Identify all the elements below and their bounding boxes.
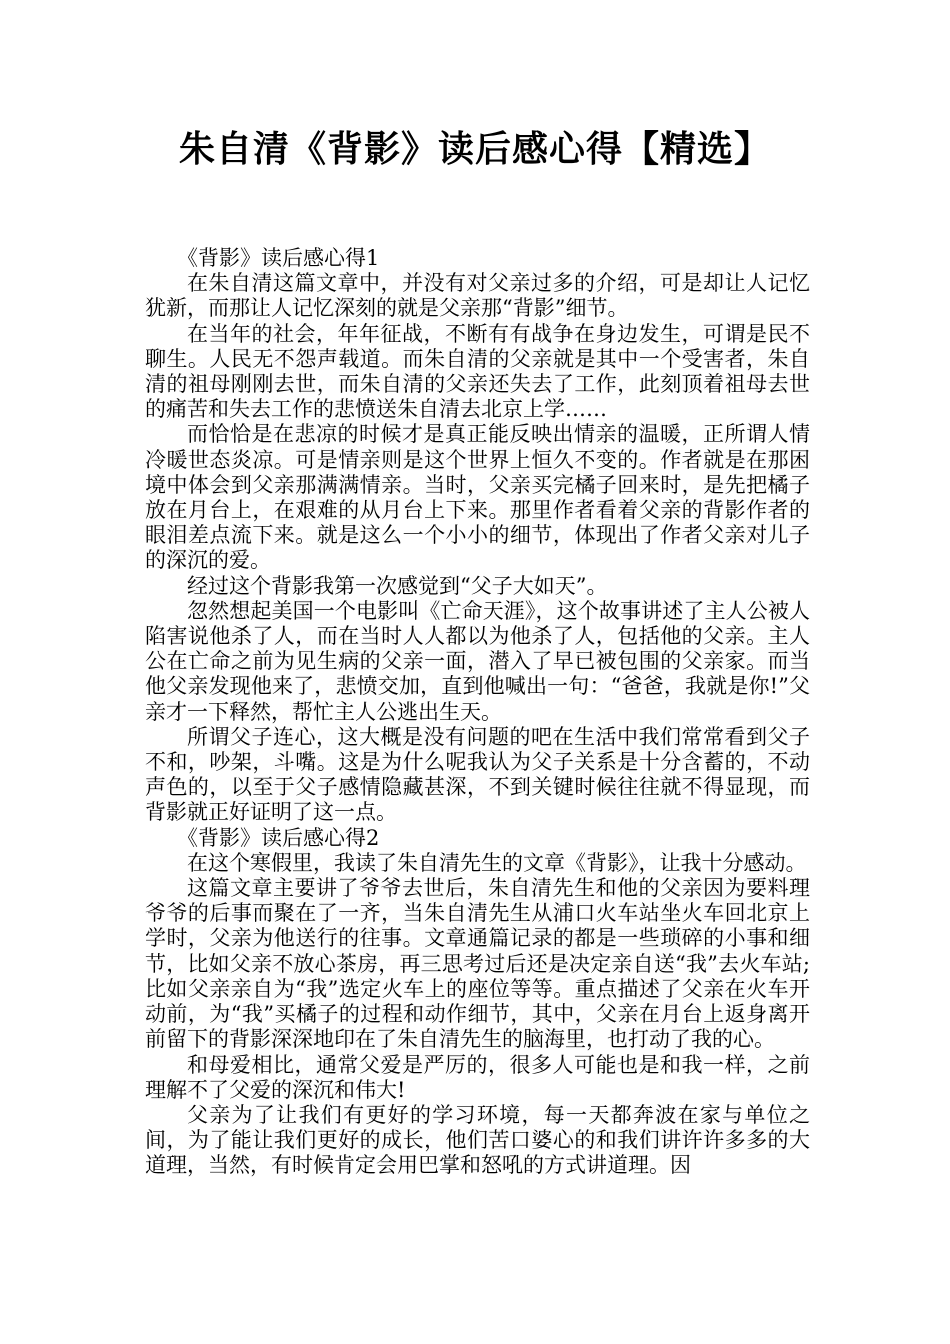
paragraph: 在这个寒假里，我读了朱自清先生的文章《背影》，让我十分感动。: [187, 850, 807, 875]
paragraph: 在朱自清这篇文章中，并没有对父亲过多的介绍，可是却让人记忆犹新，而那让人记忆深刻的就是父亲那“背影”细节。: [145, 271, 810, 321]
paragraph: 这篇文章主要讲了爷爷去世后，朱自清先生和他的父亲因为要料理爷爷的后事而聚在了一齐，当朱自清先生从浦口火车站坐火车回北京上学时，父亲为他送行的往事。文章通篇记录的都是一些琐碎的小事和细节，比如父亲不放心茶房，再三思考过后还是决定亲自送“我”去火车站;比如父亲亲自为“我”选定火车上的座位等等。重点描述了父亲在火车开动前，为“我”买橘子的过程和动作细节，其中，父亲在月台上返身离开前留下的背影深深地印在了朱自清先生的脑海里，也打动了我的心。: [145, 876, 810, 1052]
paragraph: 在当年的社会，年年征战，不断有有战争在身边发生，可谓是民不聊生。人民无不怨声载道。而朱自清的父亲就是其中一个受害者，朱自清的祖母刚刚去世，而朱自清的父亲还失去了工作，此刻顶着祖母去世的痛苦和失去工作的悲愤送朱自清去北京上学……: [145, 321, 810, 422]
paragraph: 而恰恰是在悲凉的时候才是真正能反映出情亲的温暖，正所谓人情冷暖世态炎凉。可是情亲则是这个世界上恒久不变的。作者就是在那困境中体会到父亲那满满情亲。当时，父亲买完橘子回来时，是先把橘子放在月台上，在艰难的从月台上下来。那里作者看着父亲的背影作者的眼泪差点流下来。就是这么一个小小的细节，体现出了作者父亲对儿子的深沉的爱。: [145, 422, 810, 573]
section-heading: 《背影》读后感心得1: [177, 246, 380, 270]
paragraph: 和母爱相比，通常父爱是严厉的，很多人可能也是和我一样，之前理解不了父爱的深沉和伟大!: [145, 1052, 810, 1102]
section-heading: 《背影》读后感心得2: [177, 825, 380, 850]
document-body: [145, 246, 810, 1179]
paragraph: 父亲为了让我们有更好的学习环境，每一天都奔波在家与单位之间，为了能让我们更好的成长，他们苦口婆心的和我们讲许许多多的大道理，当然，有时候肯定会用巴掌和怒吼的方式讲道理。因: [145, 1102, 810, 1178]
paragraph: 经过这个背影我第一次感觉到“父子大如天”。: [187, 573, 608, 598]
paragraph: 所谓父子连心，这大概是没有问题的吧在生活中我们常常看到父子不和，吵架，斗嘴。这是为什么呢我认为父子关系是十分含蓄的，不动声色的，以至于父子感情隐藏甚深，不到关键时候往往就不得显现，而背影就正好证明了这一点。: [145, 724, 810, 825]
document-title: 朱自清《背影》读后感心得【精选】: [178, 129, 771, 170]
paragraph: 忽然想起美国一个电影叫《亡命天涯》，这个故事讲述了主人公被人陷害说他杀了人，而在当时人人都以为他杀了人，包括他的父亲。主人公在亡命之前为见生病的父亲一面，潜入了早已被包围的父亲家。而当他父亲发现他来了，悲愤交加，直到他喊出一句：“爸爸，我就是你!”父亲才一下释然，帮忙主人公逃出生天。: [145, 598, 810, 724]
